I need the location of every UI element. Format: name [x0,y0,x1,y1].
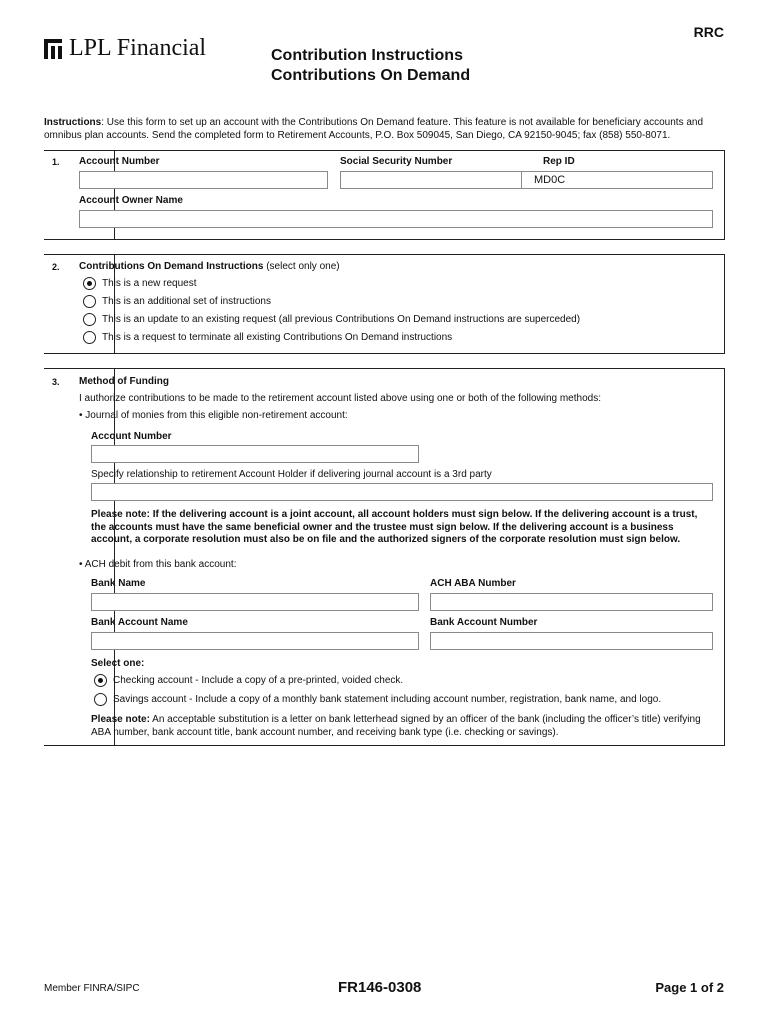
select-one-label: Select one: [91,658,145,669]
page-number: Page 1 of 2 [655,980,724,995]
section-1-number: 1. [52,157,60,167]
radio-additional-set[interactable] [83,295,96,308]
bank-name-label: Bank Name [91,578,146,589]
section-3-number: 3. [52,377,60,387]
option-update-request-label: This is an update to an existing request (all previous Contributions On Demand instructions are superceded) [102,314,581,325]
radio-checking[interactable] [94,674,107,687]
brand-name: LPL Financial [69,35,207,61]
bank-letter-note [91,714,713,739]
account-number-label: Account Number [79,156,160,167]
joint-account-note: Please note: If the delivering account is a joint account, all account holders must sign below. If the delivering account is a trust, the accounts must have the same beneficial owner and the trustee must sign below. If the delivering account is a business account, a corporate resolution must also be on file and the authorized signers of the corporate resolution must sign below. [91,509,698,545]
radio-update-request[interactable] [83,313,96,326]
aba-label: ACH ABA Number [430,578,516,589]
journal-bullet: • Journal of monies from this eligible non-retirement account: [79,410,348,421]
section-1 [44,150,725,240]
section-3-heading: Method of Funding [79,376,169,387]
rep-id-input[interactable]: MD0C [521,171,713,189]
form-code: RRC [693,24,724,40]
journal-account-number-input[interactable] [91,445,419,463]
aba-input[interactable] [430,593,713,611]
instructions-body: : Use this form to set up an account with the Contributions On Demand feature. This feature is not available for beneficiary accounts and omnibus plan accounts. Send the completed form to Retirement Accounts, P.O. Box 509045, San Diego, CA 92150-9045; fax (858) 550-8071. [44,117,704,141]
member-finra: Member FINRA/SIPC [44,983,140,994]
section-2-heading-text: Contributions On Demand Instructions [79,261,264,272]
section-3 [44,368,725,746]
bank-account-number-label: Bank Account Number [430,617,538,628]
bank-name-input[interactable] [91,593,419,611]
radio-terminate[interactable] [83,331,96,344]
option-terminate-label: This is a request to terminate all existing Contributions On Demand instructions [102,332,453,343]
option-new-request-label: This is a new request [102,278,197,289]
form-title [271,46,470,86]
section-2 [44,254,725,354]
instructions-text [44,116,726,142]
lpl-logo-icon [44,37,66,61]
radio-savings[interactable] [94,693,107,706]
account-owner-input[interactable] [79,210,713,228]
lpl-logo [44,35,244,65]
bank-note-text: An acceptable substitution is a letter on bank letterhead signed by an officer of the bank (including the officer’s title) verifying ABA number, bank account title, bank account number, and receiving bank type (i.e. checking or savings). [91,714,701,738]
title-line-2: Contributions On Demand [271,67,471,84]
radio-new-request[interactable] [83,277,96,290]
ssn-label: Social Security Number [340,156,453,167]
account-number-input[interactable] [79,171,328,189]
option-additional-set-label: This is an additional set of instructions [102,296,271,307]
checking-label: Checking account - Include a copy of a pre-printed, voided check. [113,675,404,686]
instructions-label: Instructions [44,117,102,128]
form-number: FR146-0308 [338,979,422,996]
ach-bullet: • ACH debit from this bank account: [79,559,237,570]
section-1-right-border [724,151,726,239]
bank-account-number-input[interactable] [430,632,713,650]
bank-account-name-input[interactable] [91,632,419,650]
account-owner-label: Account Owner Name [79,195,183,206]
relationship-input[interactable] [91,483,713,501]
section-3-divider [114,369,115,745]
savings-label: Savings account - Include a copy of a monthly bank statement including account number, registration, bank name, and logo. [113,694,662,705]
rep-id-label: Rep ID [543,156,575,167]
title-line-1: Contribution Instructions [271,47,463,64]
relationship-label: Specify relationship to retirement Account Holder if delivering journal account is a 3rd party [91,469,492,480]
section-2-right-border [724,255,726,353]
bank-account-name-label: Bank Account Name [91,617,188,628]
bank-note-label: Please note: [91,714,150,725]
authorize-text: I authorize contributions to be made to the retirement account listed above using one or both of the following methods: [79,393,601,404]
section-3-right-border [724,369,726,745]
journal-account-number-label: Account Number [91,431,172,442]
section-2-heading [79,261,340,272]
section-2-heading-note: (select only one) [263,261,340,272]
section-2-number: 2. [52,262,60,272]
ssn-input[interactable] [340,171,523,189]
